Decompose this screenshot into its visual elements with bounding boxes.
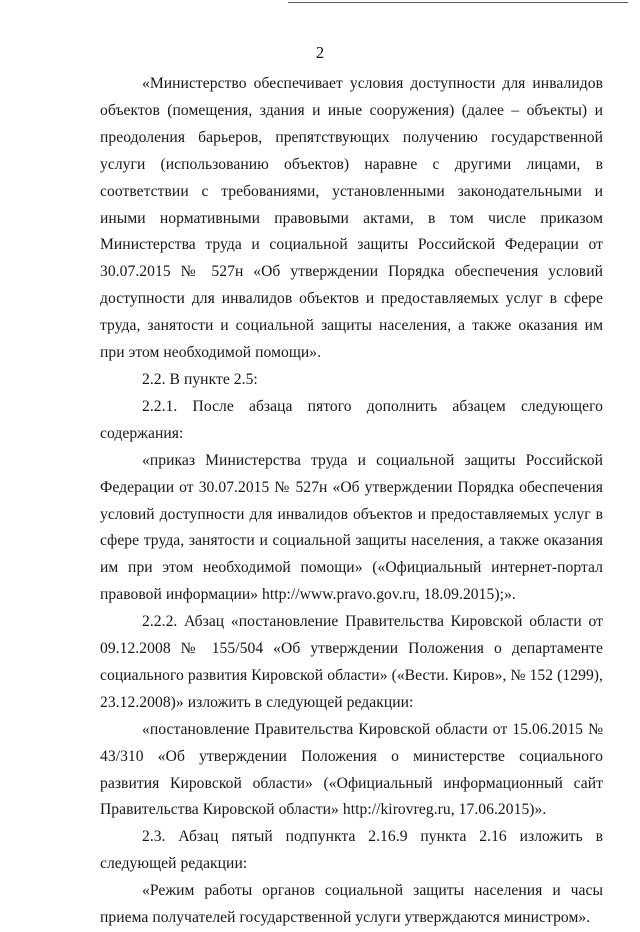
document-body (100, 71, 603, 932)
paragraph-2-2-1: 2.2.1. После абзаца пятого дополнить абзацем следующего содержания: (100, 397, 603, 442)
paragraph-2-2-2: 2.2.2. Абзац «постановление Правительства Кировской области от 09.12.2008 № 155/504 «Об утверждении Положения о департаменте социального развития Кировской области» («Вести. Киров», № 152 (1299), 23.12.2008)» изложить в следующей редакции: (100, 613, 603, 711)
paragraph-2-3: 2.3. Абзац пятый подпункта 2.16.9 пункта 2.16 изложить в следующей редакции: (100, 828, 603, 873)
page-number: 2 (315, 43, 325, 62)
paragraph-order-527n: «приказ Министерства труда и социальной защиты Российской Федерации от 30.07.2015 № 527н «Об утверждении Порядка обеспечения условий доступности для инвалидов объектов и предоставляемых услуг в сфере труда, занятости и социальной защиты населения, а также оказания им при этом необходимой помощи» («Официальный интернет-портал правовой информации» http://www.pravo.gov.ru, 18.09.2015);». (100, 451, 603, 604)
paragraph-2-2-heading: 2.2. В пункте 2.5: (142, 370, 258, 388)
paragraph-work-schedule: «Режим работы органов социальной защиты населения и часы приема получателей государственной услуги утверждаются министром». (100, 882, 603, 927)
paragraph-accessibility-conditions: «Министерство обеспечивает условия доступности для инвалидов объектов (помещения, здания и иные сооружения) (далее – объекты) и преодоления барьеров, препятствующих получению государственной услуги (использованию объектов) наравне с другими лицами, в соответствии с требованиями, установленными законодательными и иными нормативными правовыми актами, в том числе приказом Министерства труда и социальной защиты Российской Федерации от 30.07.2015 № 527н «Об утверждении Порядка обеспечения условий доступности для инвалидов объектов и предоставляемых услуг в сфере труда, занятости и социальной защиты населения, а также оказания им при этом необходимой помощи». (100, 75, 603, 362)
top-rule (288, 2, 628, 3)
paragraph-resolution-43-310: «постановление Правительства Кировской области от 15.06.2015 № 43/310 «Об утверждении Положения о министерстве социального развития Кировской области» («Официальный информационный сайт Правительства Кировской области» http://kirovreg.ru, 17.06.2015)». (100, 720, 603, 819)
